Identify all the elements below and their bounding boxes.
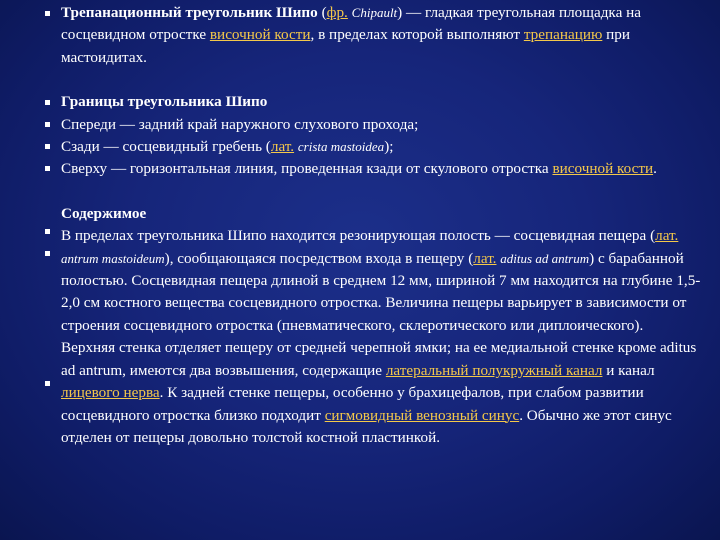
latin-language-link[interactable]: лат. [655, 227, 679, 245]
temporal-bone-link[interactable]: височной кости [209, 26, 311, 44]
latin-term: aditus ad antrum [500, 250, 590, 266]
bullet-icon [45, 166, 50, 171]
bullet-icon [45, 122, 50, 127]
semicircular-canal-link[interactable]: латеральный полукружный канал [385, 361, 603, 379]
border-front: Спереди — задний край наружного слухового прохода; [61, 115, 419, 133]
contents-paragraph-2: Верхняя стенка отделяет пещеру от средней черепной ямки; на ее медиальной стенке кроме aditus ad antrum, имеются два возвышения, содержащие латеральный полукружный канал и канал лицевого нерва. К задней стенке пещеры, особенно у брахицефалов, при слабом развитии сосцевидного отростка близко подходит сигмовидный венозный синус. Обычно же этот синус отделен от пещеры довольно толстой костной пластинкой. [61, 339, 697, 446]
latin-term: antrum mastoideum [61, 250, 165, 266]
bullet-icon [45, 144, 50, 149]
bullet-icon [45, 11, 50, 16]
intro-title: Трепанационный треугольник Шипо [61, 4, 318, 21]
slide-content [61, 2, 709, 449]
border-back: Сзади — сосцевидный гребень (лат. crista mastoidea); [61, 138, 394, 156]
latin-language-link[interactable]: лат. [270, 138, 295, 156]
border-top: Сверху — горизонтальная линия, проведенная кзади от скулового отростка височной кости. [61, 160, 657, 178]
contents-paragraph-1: В пределах треугольника Шипо находится резонирующая полость — сосцевидная пещера (лат. antrum mastoideum), сообщающаяся посредством входа в пещеру (лат. aditus ad antrum) с барабанной полостью. Сосцевидная пещера длиной в среднем 12 мм, шириной 7 мм находится на глубине 1,5-2,0 см костного вещества сосцевидного отростка. Величина пещеры варьирует в зависимости от строения сосцевидного отростка (пневматического, склеротического или диплоического). [61, 227, 701, 334]
latin-language-link[interactable]: лат. [473, 249, 497, 267]
facial-nerve-link[interactable]: лицевого нерва [61, 384, 160, 402]
temporal-bone-link[interactable]: височной кости [552, 160, 654, 178]
latin-term: crista mastoidea [297, 139, 385, 155]
borders-heading: Границы треугольника Шипо [61, 93, 268, 111]
bullet-icon [45, 100, 50, 105]
sigmoid-sinus-link[interactable]: сигмовидный венозный синус [324, 406, 520, 424]
latin-term: Chipault [351, 5, 398, 20]
bullet-icon [45, 251, 50, 256]
trepanation-link[interactable]: трепанацию [523, 26, 603, 44]
intro-paragraph: Трепанационный треугольник Шипо (фр. Chipault) — гладкая треугольная площадка на сосцевидном отростке височной кости, в пределах которой выполняют трепанацию при мастоидитах. [61, 4, 641, 66]
bullet-icon [45, 229, 50, 234]
contents-heading: Содержимое [61, 204, 147, 222]
french-language-link[interactable]: фр. [326, 4, 348, 21]
bullet-icon [45, 381, 50, 386]
